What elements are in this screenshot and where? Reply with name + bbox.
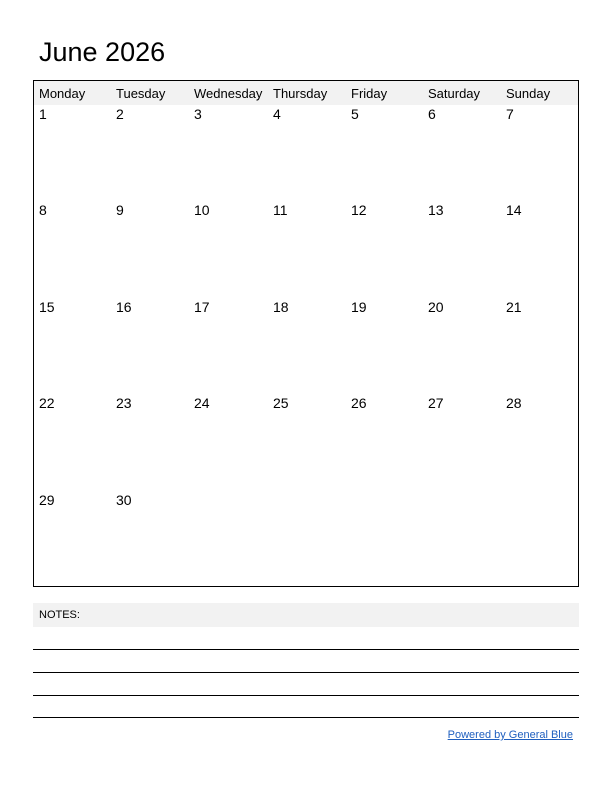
notes-line[interactable] xyxy=(33,649,579,650)
date-14: 14 xyxy=(506,202,522,218)
weekday-sunday: Sunday xyxy=(506,86,551,101)
date-1: 1 xyxy=(39,106,47,122)
date-5: 5 xyxy=(351,106,359,122)
date-10: 10 xyxy=(194,202,210,218)
date-15: 15 xyxy=(39,299,55,315)
weekday-thursday: Thursday xyxy=(273,86,328,101)
date-22: 22 xyxy=(39,395,55,411)
date-18: 18 xyxy=(273,299,289,315)
notes-header xyxy=(33,603,579,627)
date-3: 3 xyxy=(194,106,202,122)
date-2: 2 xyxy=(116,106,124,122)
weekday-wednesday: Wednesday xyxy=(194,86,263,101)
date-9: 9 xyxy=(116,202,124,218)
date-23: 23 xyxy=(116,395,132,411)
date-16: 16 xyxy=(116,299,132,315)
weekday-friday: Friday xyxy=(351,86,388,101)
date-30: 30 xyxy=(116,492,132,508)
weekday-saturday: Saturday xyxy=(428,86,481,101)
calendar-grid xyxy=(33,80,579,587)
date-19: 19 xyxy=(351,299,367,315)
date-13: 13 xyxy=(428,202,444,218)
date-8: 8 xyxy=(39,202,47,218)
date-11: 11 xyxy=(273,202,288,218)
date-29: 29 xyxy=(39,492,55,508)
notes-line[interactable] xyxy=(33,672,579,673)
date-17: 17 xyxy=(194,299,210,315)
weekday-tuesday: Tuesday xyxy=(116,86,166,101)
date-21: 21 xyxy=(506,299,522,315)
date-26: 26 xyxy=(351,395,367,411)
date-4: 4 xyxy=(273,106,281,122)
notes-line[interactable] xyxy=(33,695,579,696)
weekday-monday: Monday xyxy=(39,86,86,101)
notes-label: NOTES: xyxy=(39,609,80,621)
calendar-title: June 2026 xyxy=(39,37,166,67)
date-27: 27 xyxy=(428,395,444,411)
date-20: 20 xyxy=(428,299,444,315)
powered-by-link[interactable]: Powered by General Blue xyxy=(447,729,573,741)
notes-line[interactable] xyxy=(33,717,579,718)
date-28: 28 xyxy=(506,395,522,411)
date-7: 7 xyxy=(506,106,514,122)
date-25: 25 xyxy=(273,395,289,411)
date-24: 24 xyxy=(194,395,210,411)
date-12: 12 xyxy=(351,202,367,218)
date-6: 6 xyxy=(428,106,436,122)
